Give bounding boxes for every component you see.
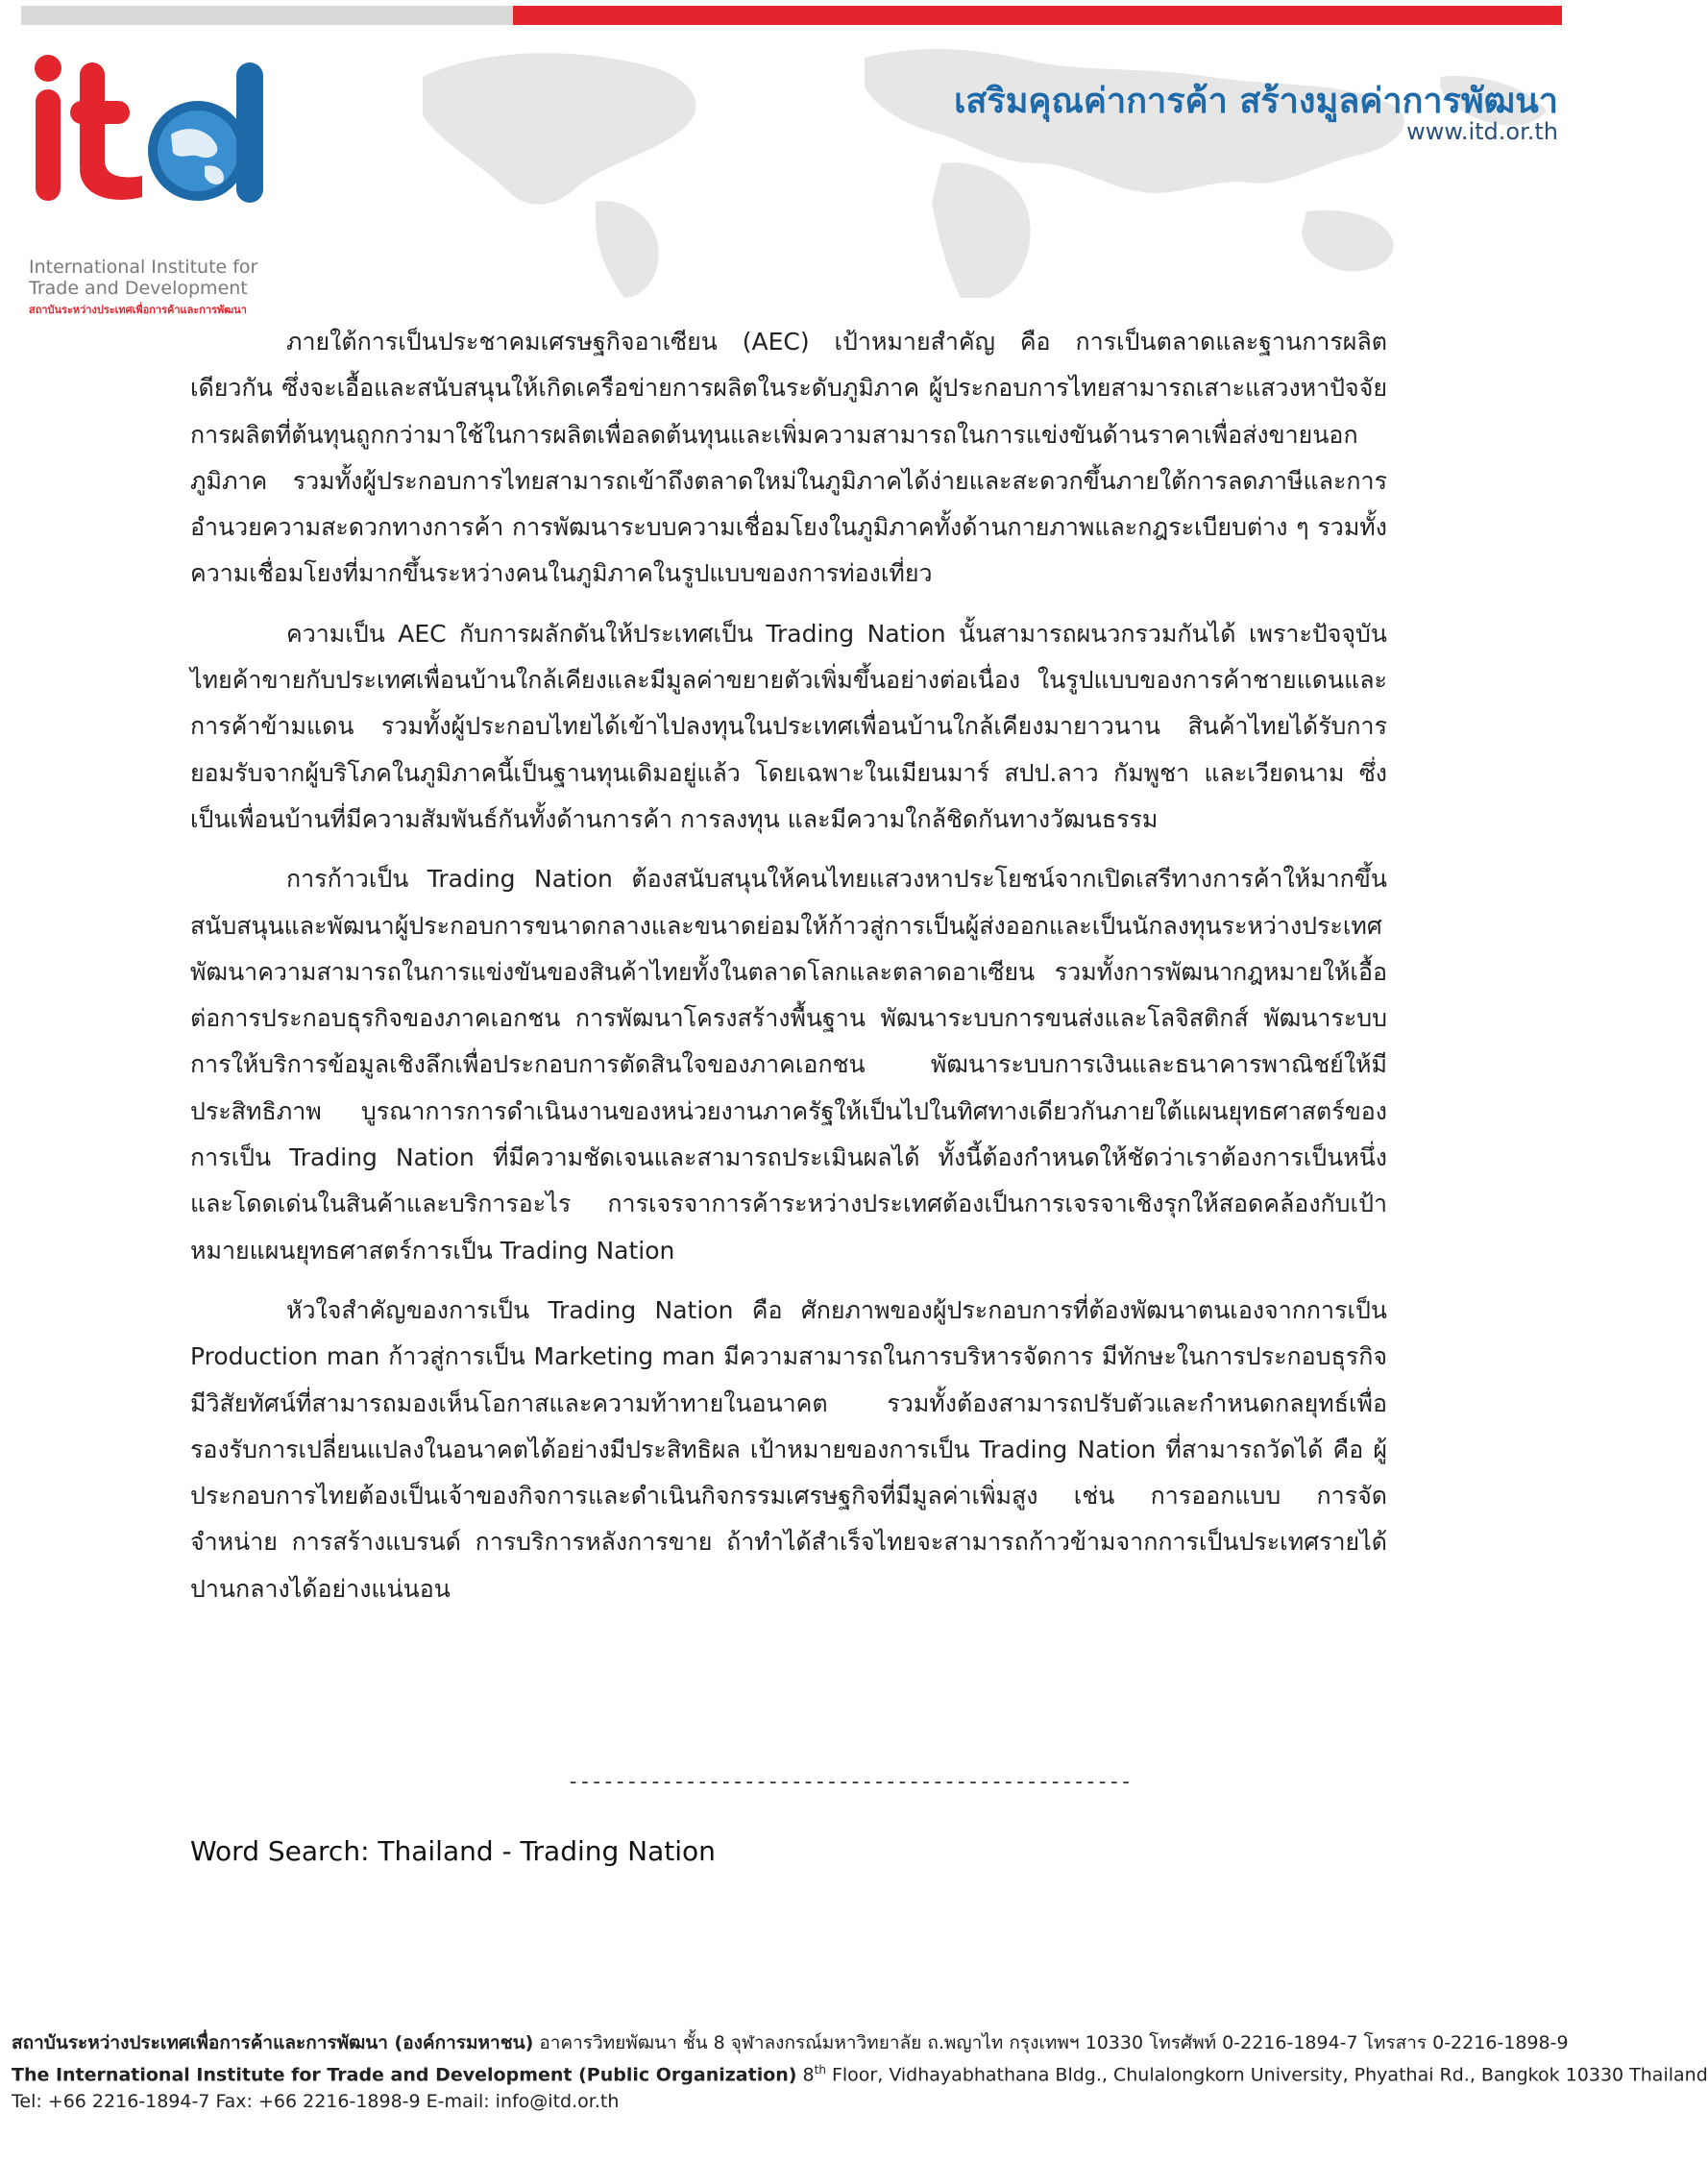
- paragraph-4: หัวใจสำคัญของการเป็น Trading Nation คือ ศักยภาพของผู้ประกอบการที่ต้องพัฒนาตนเองจากการเป็น Production man ก้าวสู่การเป็น Marketing man มีความสามารถในการบริหารจัดการ มีทักษะในการประกอบธุรกิจ มีวิสัยทัศน์ที่สามารถมองเห็นโอกาสและความท้าทายในอนาคต รวมทั้งต้องสามารถปรับตัวและกำหนดกลยุทธ์เพื่อรองรับการเปลี่ยนแปลงในอนาคตได้อย่างมีประสิทธิผล เป้าหมายของการเป็น Trading Nation ที่สามารถวัดได้ คือ ผู้ประกอบการไทยต้องเป็นเจ้าของกิจการและดำเนินกิจกรรมเศรษฐกิจที่มีมูลค่าเพิ่มสูง เช่น การออกแบบ การจัดจำหน่าย การสร้างแบรนด์ การบริการหลังการขาย ถ้าทำได้สำเร็จไทยจะสามารถก้าวข้ามจากการเป็นประเทศรายได้ปานกลางได้อย่างแน่นอน: [190, 1295, 1387, 1603]
- slogan: เสริมคุณค่าการค้า สร้างมูลค่าการพัฒนา: [954, 82, 1558, 121]
- footer-org-english: The International Institute for Trade and Development (Public Organization): [12, 2064, 797, 2086]
- footer-floor: 8: [796, 2064, 815, 2086]
- footer-address-thai: อาคารวิทยพัฒนา ชั้น 8 จุฬาลงกรณ์มหาวิทยาลัย ถ.พญาไท กรุงเทพฯ 10330 โทรศัพท์ 0-2216-1894-7 โทรสาร 0-2216-1898-9: [533, 2032, 1569, 2053]
- paragraph-3: การก้าวเป็น Trading Nation ต้องสนับสนุนให้คนไทยแสวงหาประโยชน์จากเปิดเสรีทางการค้าให้มากขึ้น สนับสนุนและพัฒนาผู้ประกอบการขนาดกลางและขนาดย่อมให้ก้าวสู่การเป็นผู้ส่งออกและเป็นนักลงทุนระหว่างประเทศ พัฒนาความสามารถในการแข่งขันของสินค้าไทยทั้งในตลาดโลกและตลาดอาเซียน รวมทั้งการพัฒนากฎหมายให้เอื้อต่อการประกอบธุรกิจของภาคเอกชน การพัฒนาโครงสร้างพื้นฐาน พัฒนาระบบการขนส่งและโลจิสติกส์ พัฒนาระบบการให้บริการข้อมูลเชิงลึกเพื่อประกอบการตัดสินใจของภาคเอกชน พัฒนาระบบการเงินและธนาคารพาณิชย์ให้มีประสิทธิภาพ บูรณาการการดำเนินงานของหน่วยงานภาครัฐให้เป็นไปในทิศทางเดียวกันภายใต้แผนยุทธศาสตร์ของการเป็น Trading Nation ที่มีความชัดเจนและสามารถประเมินผลได้ ทั้งนี้ต้องกำหนดให้ชัดว่าเราต้องการเป็นหนึ่งและโดดเด่นในสินค้าและบริการอะไร การเจรจาการค้าระหว่างประเทศต้องเป็นการเจรจาเชิงรุกให้สอดคล้องกับเป้าหมายแผนยุทธศาสตร์การเป็น Trading Nation: [190, 865, 1387, 1265]
- itd-logo: [27, 53, 277, 316]
- logo-english-line-2: Trade and Development: [29, 278, 248, 299]
- section-divider: ------------------------------------------------: [567, 1770, 1132, 1794]
- footer-line-english: [12, 2056, 1708, 2088]
- footer-floor-suffix: th: [814, 2063, 826, 2076]
- paragraph-1: ภายใต้การเป็นประชาคมเศรษฐกิจอาเซียน (AEC) เป้าหมายสำคัญ คือ การเป็นตลาดและฐานการผลิตเดียวกัน ซึ่งจะเอื้อและสนับสนุนให้เกิดเครือข่ายการผลิตในระดับภูมิภาค ผู้ประกอบการไทยสามารถเสาะแสวงหาปัจจัยการผลิตที่ต้นทุนถูกกว่ามาใช้ในการผลิตเพื่อลดต้นทุนและเพิ่มความสามารถในการแข่งขันด้านราคาเพื่อส่งขายนอกภูมิภาค รวมทั้งผู้ประกอบการไทยสามารถเข้าถึงตลาดใหม่ในภูมิภาคได้ง่ายและสะดวกขึ้นภายใต้การลดภาษีและการอำนวยความสะดวกทางการค้า การพัฒนาระบบความเชื่อมโยงในภูมิภาคทั้งด้านกายภาพและกฎระเบียบต่าง ๆ รวมทั้งความเชื่อมโยงที่มากขึ้นระหว่างคนในภูมิภาคในรูปแบบของการท่องเที่ยว: [190, 328, 1387, 588]
- footer-address-english: Floor, Vidhayabhathana Bldg., Chulalongkorn University, Phyathai Rd., Bangkok 10330 Thailand: [825, 2064, 1708, 2086]
- footer-org-thai: สถาบันระหว่างประเทศเพื่อการค้าและการพัฒนา (องค์การมหาชน): [12, 2032, 534, 2053]
- website-url: www.itd.or.th: [1406, 118, 1558, 145]
- footer-contact: Tel: +66 2216-1894-7 Fax: +66 2216-1898-9 E-mail: info@itd.or.th: [12, 2091, 620, 2113]
- paragraph-2: ความเป็น AEC กับการผลักดันให้ประเทศเป็น Trading Nation นั้นสามารถผนวกรวมกันได้ เพราะปัจจุบันไทยค้าขายกับประเทศเพื่อนบ้านใกล้เคียงและมีมูลค่าขยายตัวเพิ่มขึ้นอย่างต่อเนื่อง ในรูปแบบของการค้าชายแดนและการค้าข้ามแดน รวมทั้งผู้ประกอบไทยได้เข้าไปลงทุนในประเทศเพื่อนบ้านใกล้เคียงมายาวนาน สินค้าไทยได้รับการยอมรับจากผู้บริโภคในภูมิภาคนี้เป็นฐานทุนเดิมอยู่แล้ว โดยเฉพาะในเมียนมาร์ สปป.ลาว กัมพูชา และเวียดนาม ซึ่งเป็นเพื่อนบ้านที่มีความสัมพันธ์กันทั้งด้านการค้า การลงทุน และมีความใกล้ชิดกันทางวัฒนธรรม: [190, 619, 1387, 833]
- logo-english-name: [29, 257, 317, 299]
- itd-wordmark: [27, 53, 277, 207]
- footer-line-thai: [12, 2029, 1577, 2056]
- article-body: [190, 319, 1387, 1626]
- footer: [12, 2029, 1708, 2115]
- logo-thai-name: สถาบันระหว่างประเทศเพื่อการค้าและการพัฒนา: [29, 304, 247, 316]
- logo-english-line-1: International Institute for: [29, 257, 258, 278]
- world-map-watermark: [365, 19, 1566, 298]
- word-search: Word Search: Thailand - Trading Nation: [190, 1835, 716, 1867]
